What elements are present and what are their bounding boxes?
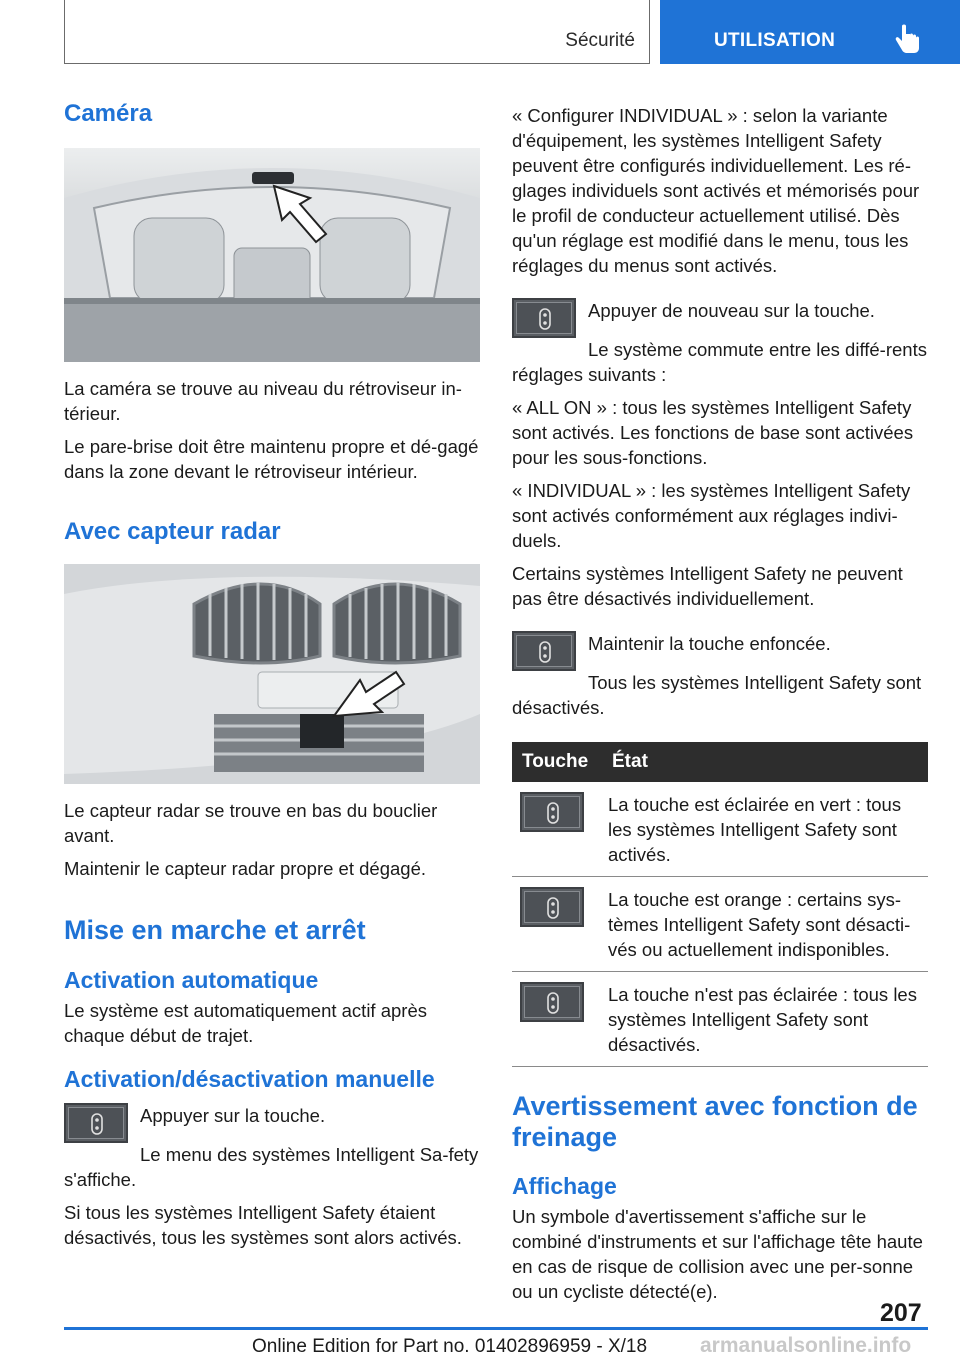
table-header-key: Touche	[512, 742, 602, 782]
table-row	[512, 877, 928, 972]
camera-photo	[64, 148, 480, 362]
safety-icon	[536, 641, 554, 663]
table-header-row	[512, 742, 928, 782]
display-paragraph: Un symbole d'avertissement s'affiche sur le combiné d'instruments et sur l'affichage tête haute en cas de risque de collision avec une per-sonne ou un cycliste détecté(e).	[512, 1206, 923, 1302]
heading-brake-warning: Avertissement avec fonction de freinage	[512, 1091, 918, 1152]
intelligent-safety-button-icon	[520, 982, 584, 1022]
manual-key-line-2: Le menu des systèmes Intelligent Sa-fety s'affiche.	[64, 1144, 479, 1190]
page-number: 207	[880, 1299, 922, 1327]
heading-on-off: Mise en marche et arrêt	[64, 915, 366, 945]
heading-camera: Caméra	[64, 100, 153, 127]
auto-paragraph: Le système est automatiquement actif après chaque début de trajet.	[64, 1000, 427, 1046]
hold-key-row	[512, 631, 928, 671]
heading-display: Affichage	[512, 1173, 617, 1199]
manual-paragraph: Si tous les systèmes Intelligent Safety étaient désactivés, tous les systèmes sont alors activés.	[64, 1202, 462, 1248]
section-title: Sécurité	[565, 30, 635, 51]
radar-paragraph-1: Le capteur radar se trouve en bas du bouclier avant.	[64, 800, 438, 846]
table-cell-state: La touche est éclairée en vert : tous les systèmes Intelligent Safety sont activés.	[602, 782, 928, 877]
all-on-paragraph: « ALL ON » : tous les systèmes Intelligent Safety sont activés. Les fonctions de base sont activées pour les sous-fonctions.	[512, 397, 914, 468]
hold-key-line-1: Maintenir la touche enfoncée.	[588, 633, 831, 654]
radar-paragraph-2: Maintenir le capteur radar propre et dégagé.	[64, 858, 426, 879]
table-row	[512, 972, 928, 1067]
intelligent-safety-button-icon	[520, 792, 584, 832]
radar-photo	[64, 564, 480, 784]
hold-key-line-2: Tous les systèmes Intelligent Safety sont désactivés.	[512, 672, 922, 718]
key-state-table	[512, 742, 928, 1067]
again-key-line-2: Le système commute entre les diffé-rents réglages suivants :	[512, 339, 927, 385]
radar-photo-illustration	[64, 564, 480, 784]
safety-icon	[544, 802, 562, 824]
individual-paragraph: « INDIVIDUAL » : les systèmes Intelligent Safety sont activés conformément aux réglages indivi-duels.	[512, 480, 911, 551]
tab-label: UTILISATION	[714, 30, 836, 51]
footer-edition: Online Edition for Part no. 01402896959 - X/18	[252, 1336, 648, 1357]
intelligent-safety-button-icon	[64, 1103, 128, 1143]
manual-key-row	[64, 1103, 480, 1143]
heading-manual-activation: Activation/désactivation manuelle	[64, 1066, 435, 1092]
intelligent-safety-button-icon	[512, 631, 576, 671]
heading-radar: Avec capteur radar	[64, 518, 281, 545]
safety-icon	[536, 308, 554, 330]
certain-paragraph: Certains systèmes Intelligent Safety ne peuvent pas être désactivés individuellement.	[512, 563, 903, 609]
intelligent-safety-button-icon	[520, 887, 584, 927]
table-header-state: État	[602, 742, 928, 782]
tab-utilisation[interactable]	[660, 0, 960, 64]
configure-paragraph: « Configurer INDIVIDUAL » : selon la variante d'équipement, les systèmes Intelligent Safety peuvent être configurés individuellement. Les ré-glages individuels sont activés et mémorisés pour le profil de conducteur actuellement utilisé. Dès qu'un réglage est modifié dans le menu, tous les réglages du menus sont activés.	[512, 105, 920, 276]
safety-icon	[544, 897, 562, 919]
footer-divider	[64, 1327, 928, 1330]
table-cell-state: La touche n'est pas éclairée : tous les systèmes Intelligent Safety sont désactivés.	[602, 972, 928, 1067]
manual-key-line-1: Appuyer sur la touche.	[140, 1105, 326, 1126]
left-column	[64, 100, 480, 1258]
table-row	[512, 782, 928, 877]
camera-paragraph-1: La caméra se trouve au niveau du rétroviseur in-térieur.	[64, 378, 462, 424]
hand-pointer-icon	[894, 24, 922, 54]
camera-paragraph-2: Le pare-brise doit être maintenu propre et dé-gagé dans la zone devant le rétroviseur intérieur.	[64, 436, 479, 482]
safety-icon	[88, 1113, 106, 1135]
again-key-row	[512, 298, 928, 338]
table-cell-state: La touche est orange : certains sys-tèmes Intelligent Safety sont désacti-vés ou actuellement indisponibles.	[602, 877, 928, 972]
safety-icon	[544, 992, 562, 1014]
camera-photo-illustration	[64, 148, 480, 362]
header-section-box	[64, 0, 650, 64]
heading-auto-activation: Activation automatique	[64, 967, 319, 993]
watermark: armanualsonline.info	[700, 1334, 912, 1357]
right-column	[512, 100, 928, 1312]
again-key-line-1: Appuyer de nouveau sur la touche.	[588, 300, 875, 321]
intelligent-safety-button-icon	[512, 298, 576, 338]
